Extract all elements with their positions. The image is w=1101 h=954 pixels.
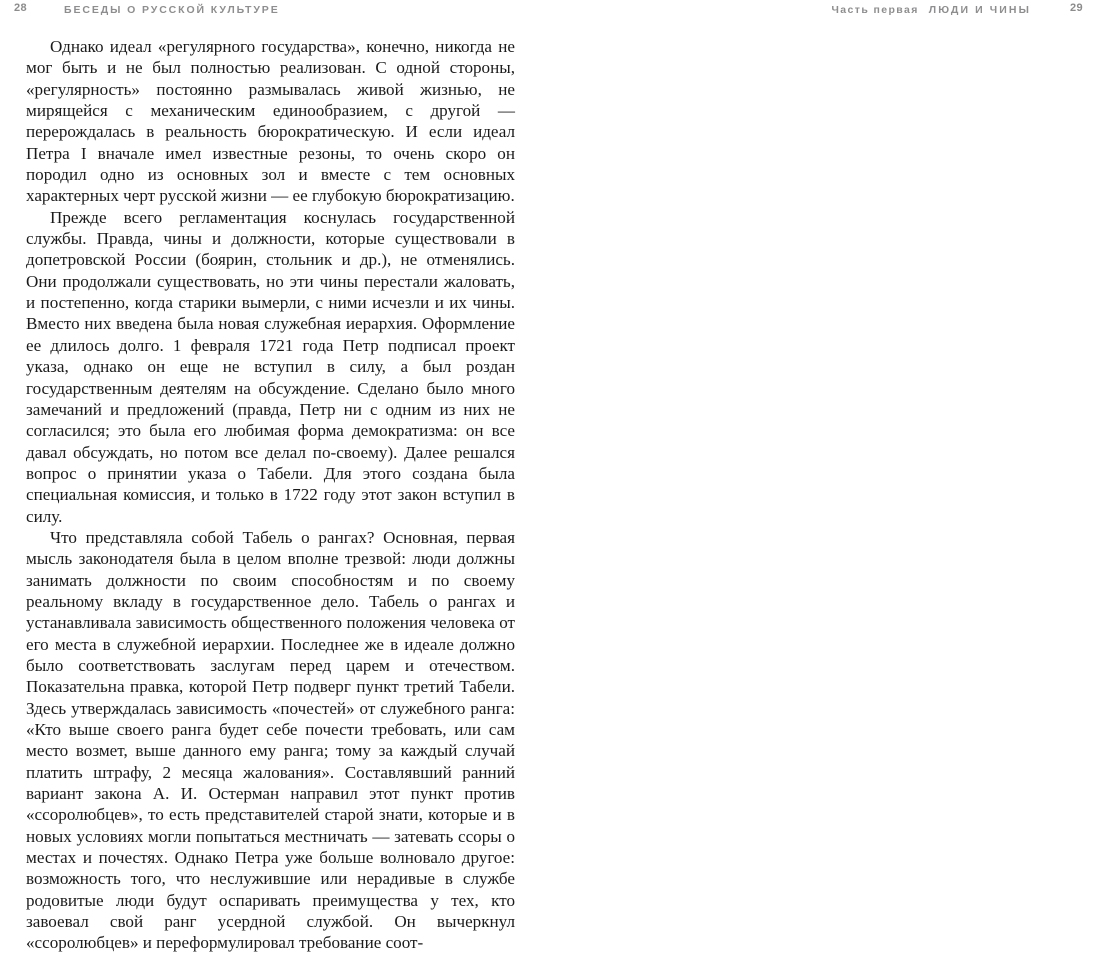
page-number-right: 29 <box>1069 2 1083 14</box>
running-head-right <box>832 3 1031 17</box>
book-page-right <box>551 0 1101 851</box>
running-head-part-label: Часть первая <box>831 4 919 16</box>
text-column-left <box>26 36 515 954</box>
page-number-left: 28 <box>14 2 28 14</box>
book-page-left <box>0 0 550 953</box>
paragraph: Что представляла собой Табель о рангах? Основная, первая мысль законодателя была в целом вполне трезвой: люди должны занимать должности по своим способностям и по своему реальному вкладу в государственное дело. Табель о рангах и устанавливала зависимость общественного положения человека от его места в служебной иерархии. Последнее же в идеале должно было соответствовать заслугам перед царем и отечеством. Показательна правка, которой Петр подверг пункт третий Табели. Здесь утверждалась зависимость «почестей» от служебного ранга: «Кто выше своего ранга будет себе почести требовать, или сам место возмет, выше данного ему ранга; тому за каждый случай платить штрафу, 2 месяца жалования». Составлявший ранний вариант закона А. И. Остерман направил этот пункт против «ссоролюбцев», то есть представителей старой знати, которые и в новых условиях могли попытаться местничать — затевать ссоры о местах и почестях. Однако Петра уже больше волновало другое: возможность того, что неслужившие или нерадивые в службе родовитые люди будут оспаривать преимущества у тех, кто завоевал свой ранг усердной службой. Он вычеркнул «ссоролюбцев» и переформулировал требование соот- <box>26 527 515 953</box>
running-head-left: БЕСЕДЫ О РУССКОЙ КУЛЬТУРЕ <box>64 4 280 16</box>
running-head-chapter-title: ЛЮДИ И ЧИНЫ <box>928 4 1031 16</box>
paragraph: Прежде всего регламентация коснулась государственной службы. Правда, чины и должности, которые существовали в допетровской России (боярин, стольник и др.), не отменялись. Они продолжали существовать, но эти чины перестали жаловать, и постепенно, когда старики вымерли, с ними исчезли и их чины. Вместо них введена была новая служебная иерархия. Оформление ее длилось долго. 1 февраля 1721 года Петр подписал проект указа, однако он еще не вступил в силу, а был роздан государственным деятелям на обсуждение. Сделано было много замечаний и предложений (правда, Петр ни с одним из них не согласился; это была его любимая форма демократизма: он все давал обсуждать, но потом все делал по-своему). Далее решался вопрос о принятии указа о Табели. Для этого создана была специальная комиссия, и только в 1722 году этот закон вступил в силу. <box>26 207 515 526</box>
paragraph: Однако идеал «регулярного государства», конечно, никогда не мог быть и не был полностью реализован. С одной стороны, «регулярность» постоянно размывалась живой жизнью, не мирящейся с механическим единообразием, с другой — перерождалась в реальность бюрократическую. И если идеал Петра I вначале имел известные резоны, то очень скоро он породил одно из основных зол и вместе с тем основных характерных черт русской жизни — ее глубокую бюрократизацию. <box>26 37 515 206</box>
